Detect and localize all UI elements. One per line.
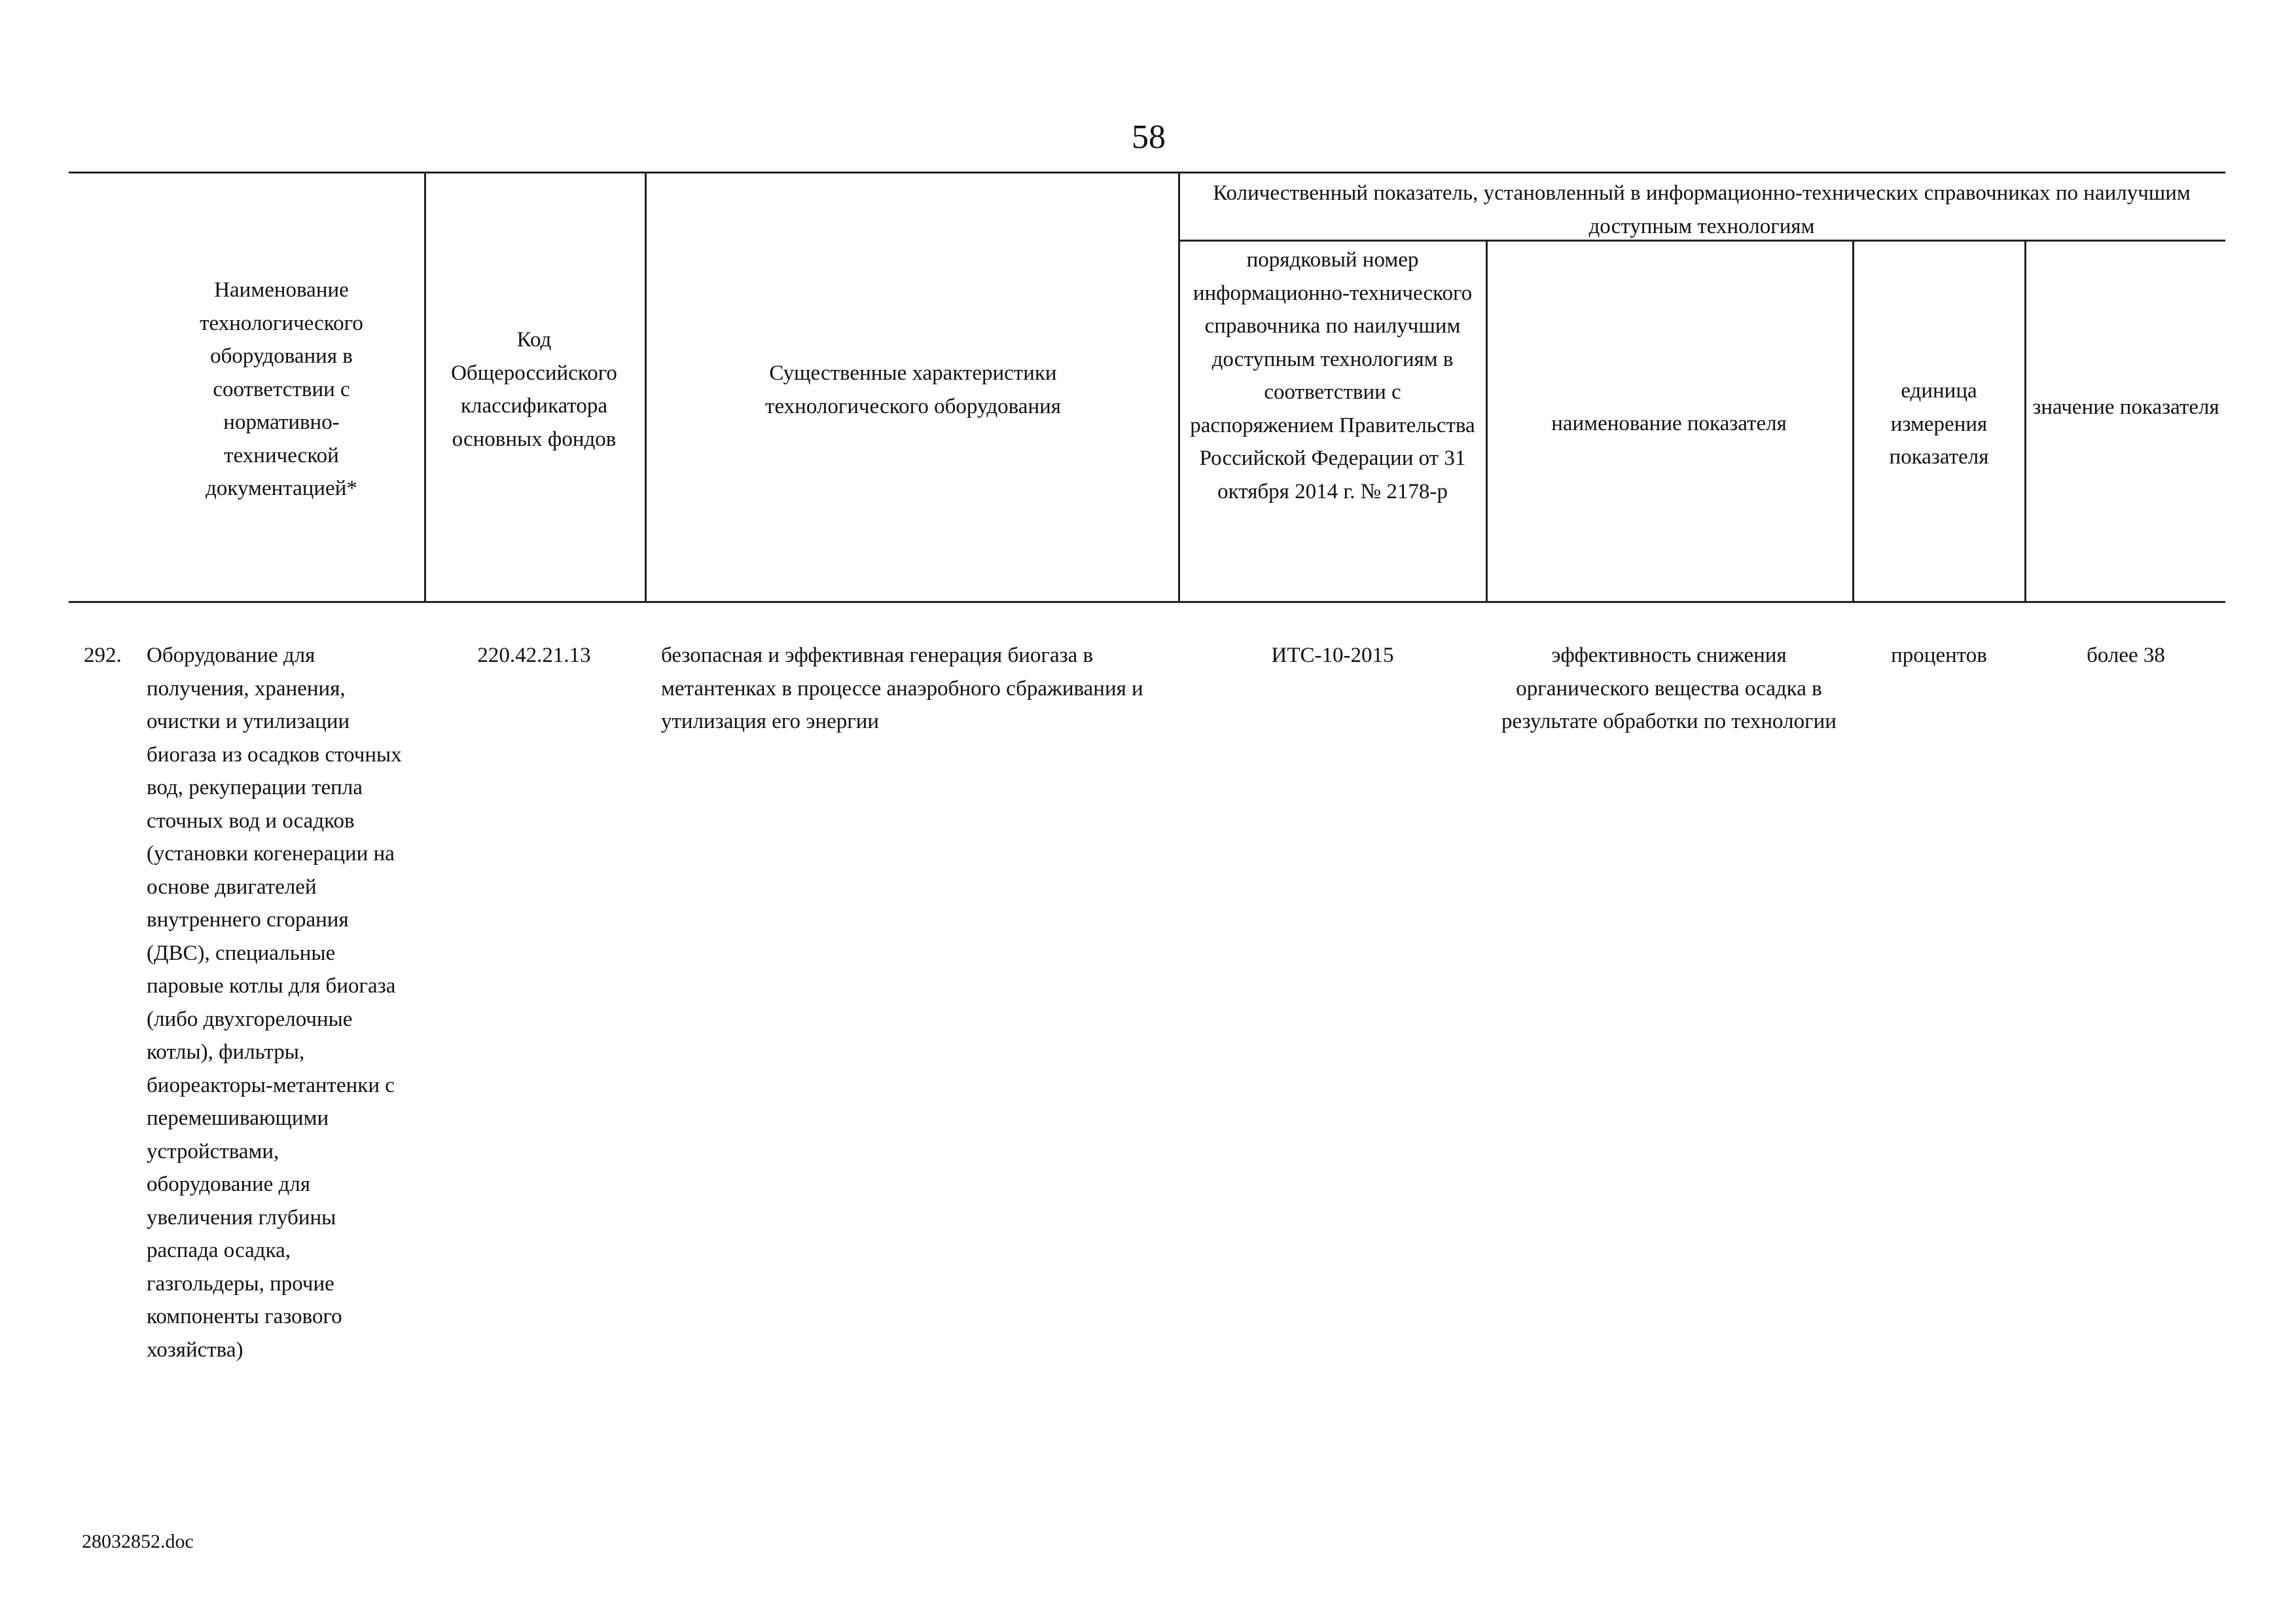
header-bottom-border [69, 601, 2225, 603]
row-its-number: ИТС-10-2015 [1271, 644, 1394, 667]
header-characteristics: Существенные характеристики технологического оборудования [765, 361, 1061, 418]
header-group-title: Количественный показатель, установленный в информационно-технических справочниках по наилучшим доступным технологиям [1213, 181, 2191, 238]
page-number: 58 [1132, 119, 1166, 156]
row-unit: процентов [1891, 644, 1987, 667]
row-okof-code: 220.42.21.13 [477, 644, 591, 667]
row-equipment-name: Оборудование для получения, хранения, очистки и утилизации биогаза из осадков сточных вод, рекуперации тепла сточных вод и осадков (установки когенерации на основе двигателей внутреннего сгорания (ДВС), специальные паровые котлы для биогаза (либо двухгорелочные котлы), фильтры, биореакторы-метантенки с перемешивающими устройствами, оборудование для увеличения глубины распада осадка, газгольдеры, прочие компоненты газового хозяйства) [147, 644, 402, 1362]
row-number: 292. [84, 644, 122, 667]
header-okof-code: Код Общероссийского классификатора основных фондов [451, 328, 617, 451]
col-divider-3 [1178, 172, 1180, 602]
header-unit: единица измерения показателя [1889, 379, 1989, 469]
col-divider-5 [1852, 240, 1854, 602]
row-characteristics: безопасная и эффективная генерация биогаза в метантенках в процессе анаэробного сбраживания и утилизация его энергии [661, 644, 1143, 733]
table-top-border [69, 172, 2225, 173]
row-indicator-name: эффективность снижения органического вещества осадка в результате обработки по технологии [1501, 644, 1837, 733]
header-equipment-name: Наименование технологического оборудования в соответствии с нормативно-технической документацией* [200, 278, 363, 500]
col-divider-2 [645, 172, 647, 602]
header-indicator-name: наименование показателя [1551, 412, 1787, 435]
row-value: более 38 [2087, 644, 2165, 667]
col-divider-4 [1486, 240, 1488, 602]
col-divider-6 [2024, 240, 2026, 602]
header-its-number: порядковый номер информационно-технического справочника по наилучшим доступным технологиям в соответствии с распоряжением Правительства Российской Федерации от 31 октября 2014 г. № 2178-р [1190, 248, 1475, 503]
footer-file-name: 28032852.doc [82, 1531, 194, 1552]
col-divider-1 [424, 172, 426, 602]
header-value: значение показателя [2032, 395, 2219, 419]
